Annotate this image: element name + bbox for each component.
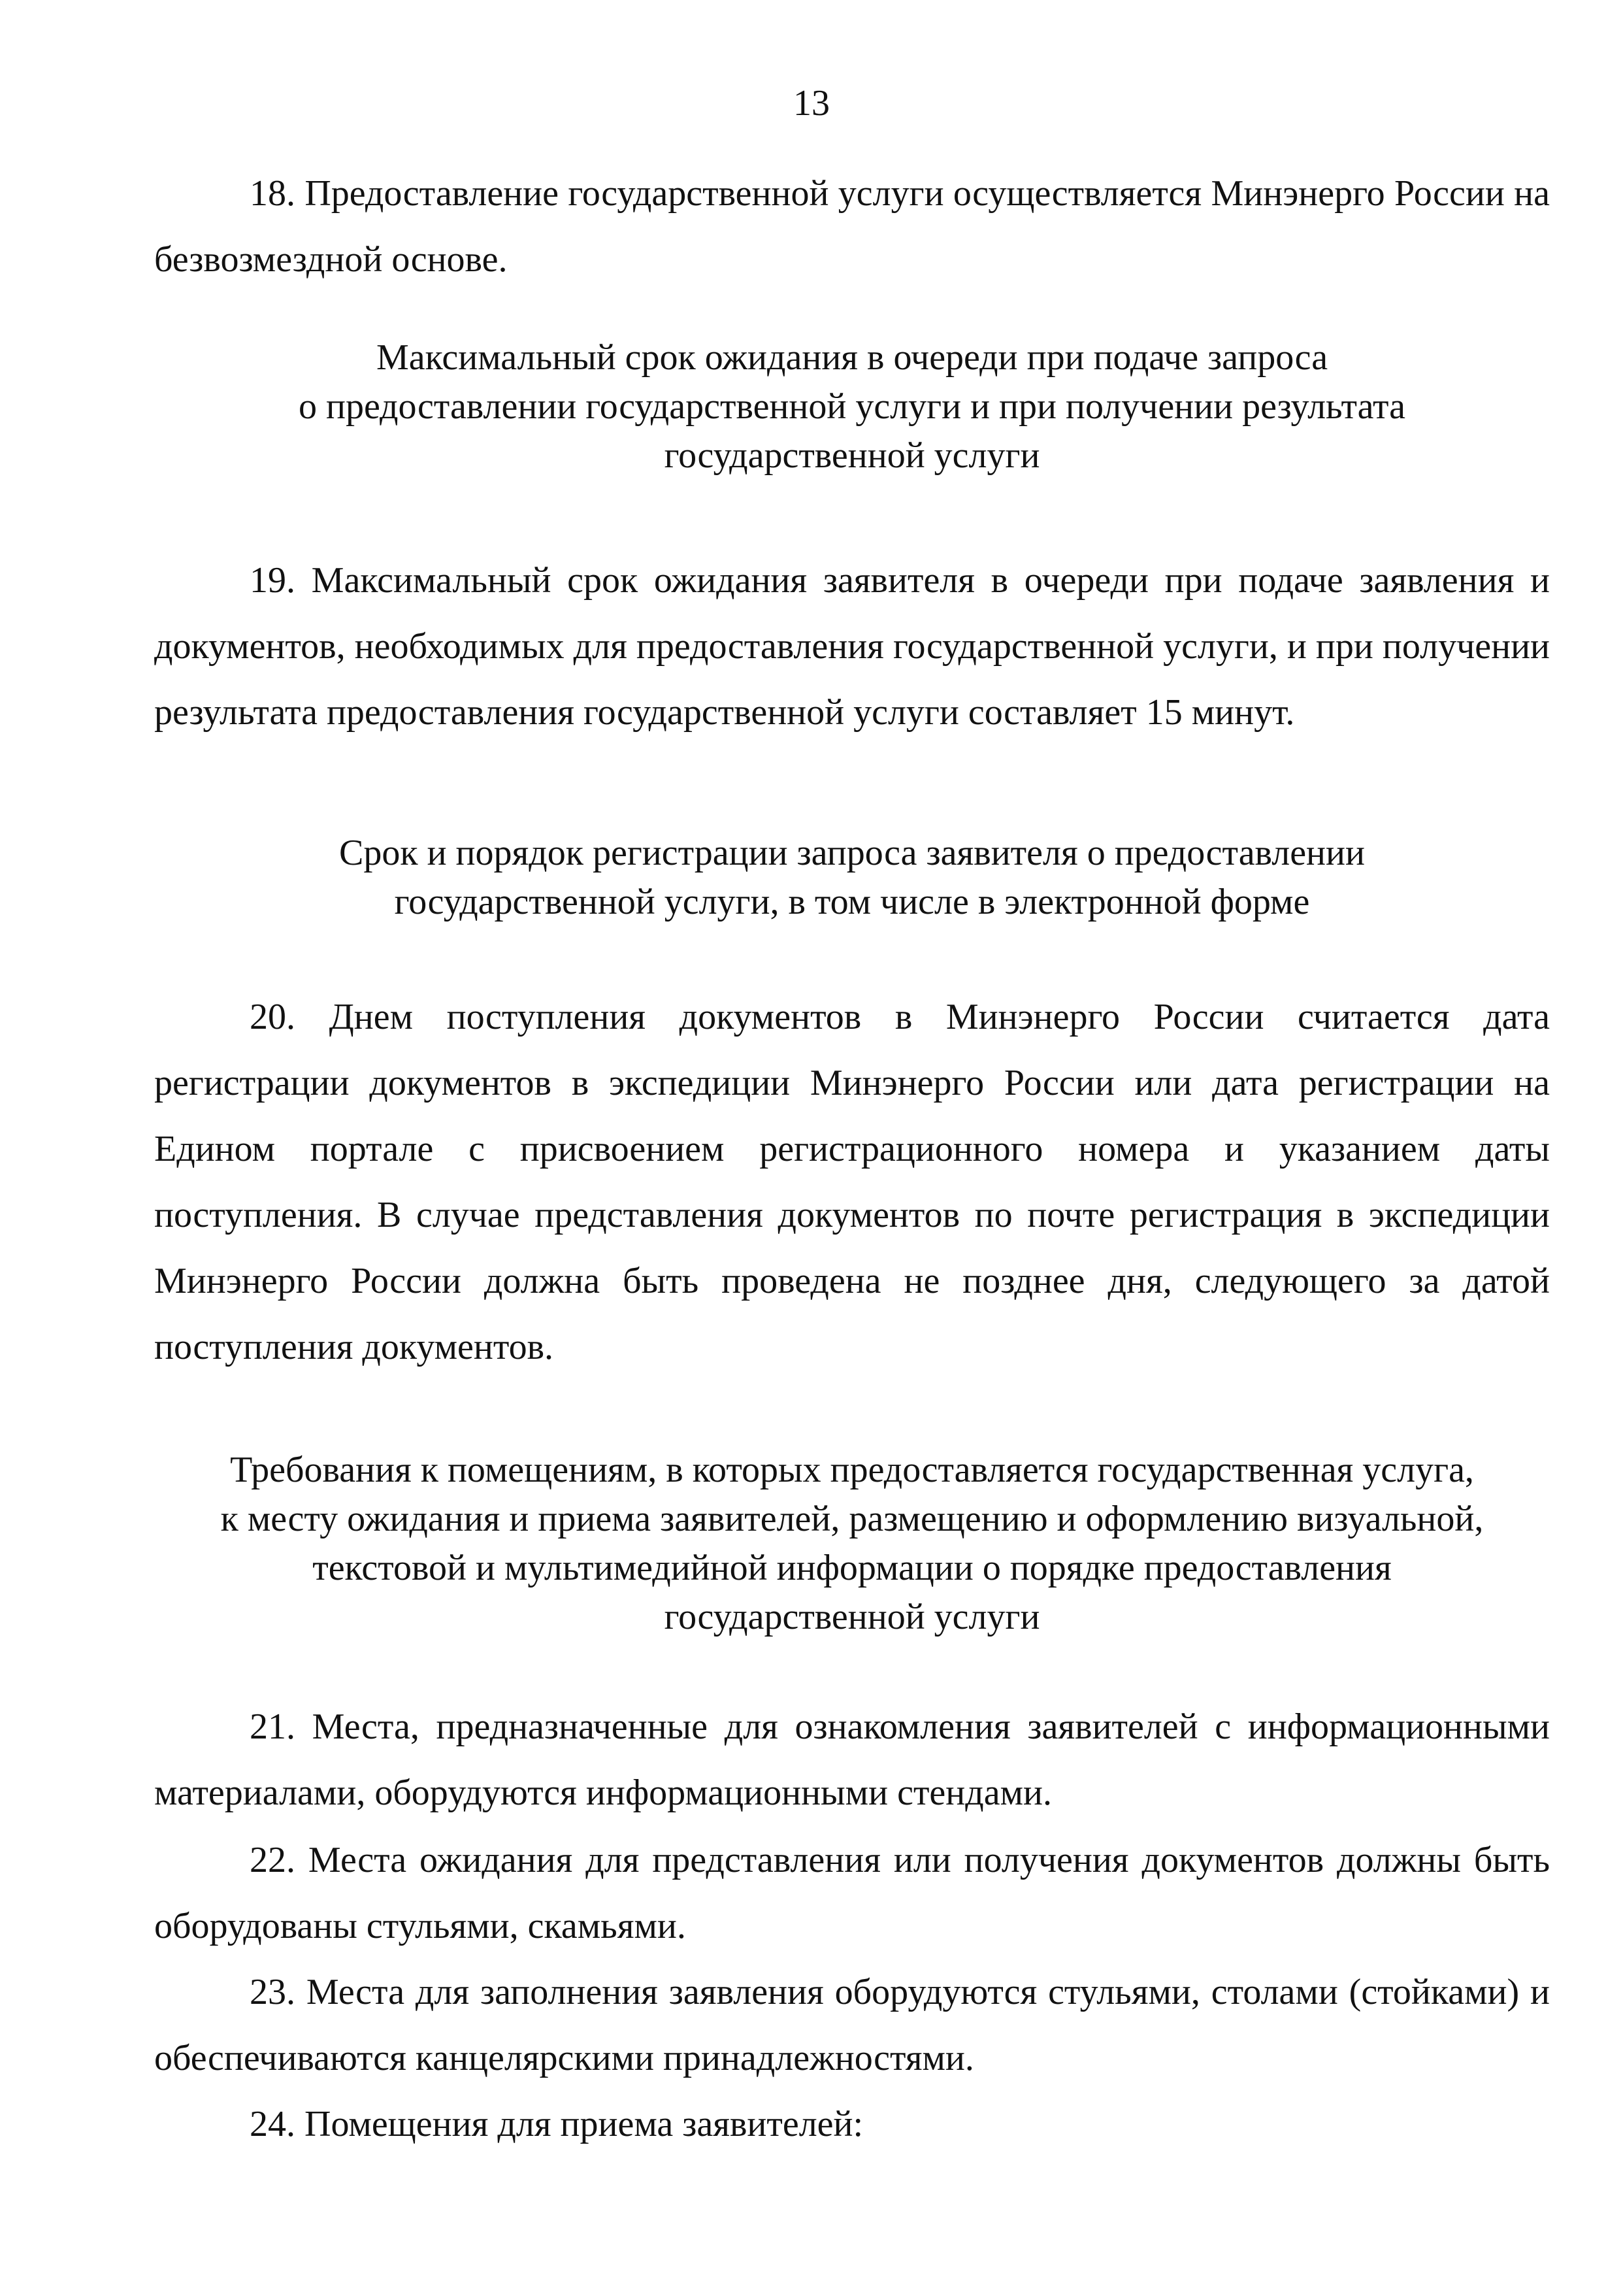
section-heading-premises [154, 1446, 1550, 1642]
paragraph-18: 18. Предоставление государственной услуги осуществляется Минэнерго России на безвозмездной основе. [154, 173, 1550, 280]
paragraph-21: 21. Места, предназначенные для ознакомления заявителей с информационными материалами, оборудуются информационными стендами. [154, 1706, 1550, 1813]
heading-line: Максимальный срок ожидания в очереди при подаче запроса [376, 337, 1328, 378]
section-heading-registration [154, 829, 1550, 927]
paragraph-24: 24. Помещения для приема заявителей: [250, 2104, 864, 2144]
section-heading-queue-time [154, 333, 1550, 480]
heading-line: государственной услуги, в том числе в электронной форме [394, 882, 1310, 922]
paragraph-20: 20. Днем поступления документов в Минэнерго России считается дата регистрации документов в экспедиции Минэнерго России или дата регистрации на Едином портале с присвоением регистрационного номера и указанием даты поступления. В случае представления документов по почте регистрация в экспедиции Минэнерго России должна быть проведена не позднее дня, следующего за датой поступления документов. [154, 997, 1550, 1367]
paragraph-23: 23. Места для заполнения заявления оборудуются стульями, столами (стойками) и обеспечиваются канцелярскими принадлежностями. [154, 1972, 1550, 2078]
heading-line: к месту ожидания и приема заявителей, размещению и оформлению визуальной, [220, 1499, 1484, 1539]
heading-line: государственной услуги [664, 1597, 1040, 1637]
heading-line: Требования к помещениям, в которых предоставляется государственная услуга, [230, 1450, 1474, 1490]
paragraph-22: 22. Места ожидания для представления или получения документов должны быть оборудованы стульями, скамьями. [154, 1840, 1550, 1946]
heading-line: о предоставлении государственной услуги и при получении результата [298, 386, 1406, 427]
page-number: 13 [793, 83, 830, 124]
heading-line: государственной услуги [664, 435, 1040, 476]
heading-line: текстовой и мультимедийной информации о порядке предоставления [312, 1548, 1392, 1588]
paragraph-19: 19. Максимальный срок ожидания заявителя в очереди при подаче заявления и документов, необходимых для предоставления государственной услуги, и при получении результата предоставления государственной услуги составляет 15 минут. [154, 560, 1550, 733]
heading-line: Срок и порядок регистрации запроса заявителя о предоставлении [339, 833, 1365, 873]
